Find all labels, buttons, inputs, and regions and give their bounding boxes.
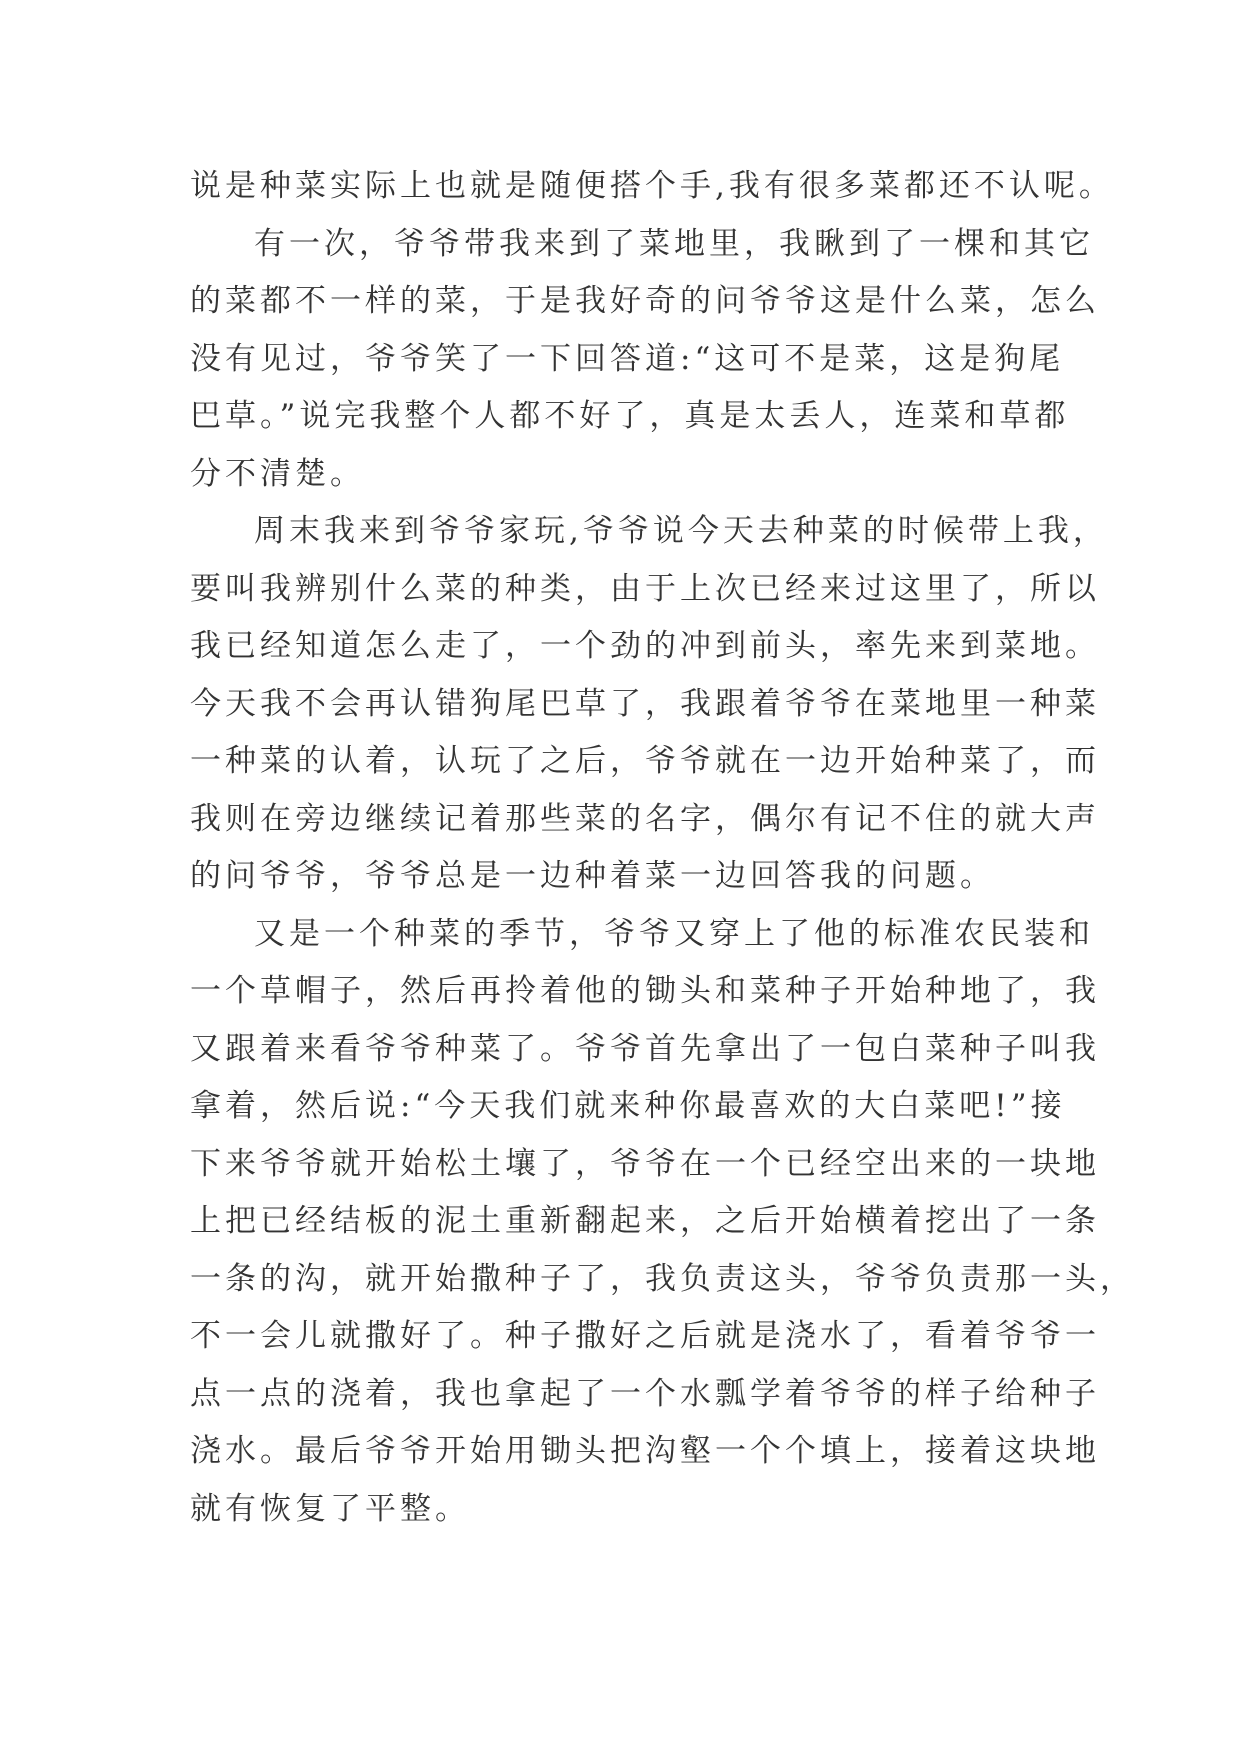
text-line: 我则在旁边继续记着那些菜的名字，偶尔有记不住的就大声: [190, 800, 1100, 837]
text-line: 没有见过，爷爷笑了一下回答道:“这可不是菜，这是狗尾: [190, 340, 1065, 377]
text-line: 下来爷爷就开始松土壤了，爷爷在一个已经空出来的一块地: [190, 1145, 1100, 1182]
text-line: 上把已经结板的泥土重新翻起来，之后开始横着挖出了一条: [190, 1203, 1100, 1239]
essay-text: [190, 158, 1135, 1538]
paragraph-first-line: 又是一个种菜的季节，爷爷又穿上了他的标准农民装和: [254, 915, 1094, 952]
text-line: 点一点的浇着，我也拿起了一个水瓢学着爷爷的样子给种子: [190, 1375, 1100, 1412]
text-line: 的问爷爷，爷爷总是一边种着菜一边回答我的问题。: [190, 858, 995, 894]
text-line: 浇水。最后爷爷开始用锄头把沟壑一个个填上，接着这块地: [190, 1433, 1100, 1469]
text-line: 一个草帽子，然后再拎着他的锄头和菜种子开始种地了，我: [190, 973, 1100, 1009]
paragraph-first-line: 有一次，爷爷带我来到了菜地里，我瞅到了一棵和其它: [254, 225, 1094, 262]
text-line: 说是种菜实际上也就是随便搭个手,我有很多菜都还不认呢。: [190, 168, 1114, 204]
text-line: 的菜都不一样的菜，于是我好奇的问爷爷这是什么菜，怎么: [190, 283, 1100, 319]
text-line: 又跟着来看爷爷种菜了。爷爷首先拿出了一包白菜种子叫我: [190, 1030, 1100, 1067]
text-line: 一条的沟，就开始撒种子了，我负责这头，爷爷负责那一头，: [190, 1260, 1135, 1297]
text-line: 今天我不会再认错狗尾巴草了，我跟着爷爷在菜地里一种菜: [190, 685, 1100, 722]
text-line: 就有恢复了平整。: [190, 1490, 470, 1527]
text-line: 要叫我辨别什么菜的种类，由于上次已经来过这里了，所以: [190, 570, 1100, 607]
text-line: 不一会儿就撒好了。种子撒好之后就是浇水了，看着爷爷一: [190, 1318, 1100, 1354]
text-line: 拿着，然后说:“今天我们就来种你最喜欢的大白菜吧!”接: [190, 1088, 1066, 1124]
text-line: 一种菜的认着，认玩了之后，爷爷就在一边开始种菜了，而: [190, 743, 1100, 779]
paragraph-first-line: 周末我来到爷爷家玩,爷爷说今天去种菜的时候带上我，: [254, 513, 1108, 549]
text-line: 分不清楚。: [190, 455, 365, 492]
text-line: 巴草。”说完我整个人都不好了，真是太丢人，连菜和草都: [190, 398, 1070, 434]
text-line: 我已经知道怎么走了，一个劲的冲到前头，率先来到菜地。: [190, 628, 1100, 664]
